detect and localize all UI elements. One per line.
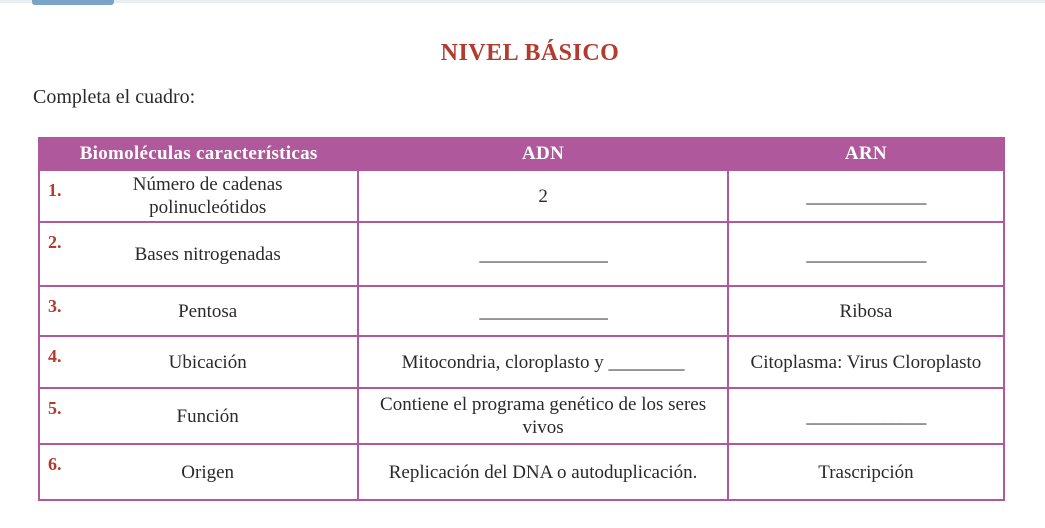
adn-cell: Contiene el programa genético de los seres vivos	[358, 388, 728, 444]
table-row	[39, 336, 1004, 388]
row-label: Bases nitrogenadas	[134, 243, 281, 265]
arn-cell: Trascripción	[728, 444, 1004, 500]
header-arn: ARN	[728, 138, 1004, 170]
row-label: Origen	[181, 461, 235, 483]
row-number: 3.	[48, 296, 62, 316]
instruction-text: Completa el cuadro:	[33, 86, 196, 108]
arn-blank[interactable]: ______________	[728, 388, 1004, 444]
adn-blank[interactable]: _______________	[358, 222, 728, 286]
adn-cell: Replicación del DNA o autoduplicación.	[358, 444, 728, 500]
arn-cell: Ribosa	[728, 286, 1004, 336]
arn-blank[interactable]: ______________	[728, 170, 1004, 222]
row-label-cell	[39, 286, 358, 336]
table-row	[39, 286, 1004, 336]
top-rule	[0, 0, 1045, 3]
row-label-cell	[39, 336, 358, 388]
adn-cell: 2	[358, 170, 728, 222]
arn-blank[interactable]: ______________	[728, 222, 1004, 286]
row-number: 5.	[48, 398, 62, 418]
table-row	[39, 388, 1004, 444]
biomolecules-table	[38, 137, 1005, 501]
table-row	[39, 444, 1004, 500]
row-number: 1.	[48, 180, 62, 200]
row-label: Ubicación	[168, 351, 247, 373]
table-row	[39, 222, 1004, 286]
adn-blank[interactable]: _______________	[358, 286, 728, 336]
row-number: 4.	[48, 346, 62, 366]
top-accent-bar	[32, 0, 114, 5]
row-number: 2.	[48, 232, 62, 252]
table-header-row	[39, 138, 1004, 170]
table-row	[39, 170, 1004, 222]
header-biomolecules: Biomoléculas características	[39, 138, 358, 170]
row-label: Pentosa	[178, 300, 238, 322]
row-number: 6.	[48, 454, 62, 474]
page-title: NIVEL BÁSICO	[440, 40, 620, 66]
arn-cell: Citoplasma: Virus Cloroplasto	[728, 336, 1004, 388]
row-label-cell	[39, 444, 358, 500]
row-label: Función	[176, 405, 239, 427]
row-label-cell	[39, 222, 358, 286]
row-label-cell	[39, 388, 358, 444]
row-label-cell	[39, 170, 358, 222]
header-adn: ADN	[358, 138, 728, 170]
adn-cell[interactable]: Mitocondria, cloroplasto y ________	[358, 336, 728, 388]
row-label: Número de cadenas polinucleótidos	[132, 174, 283, 218]
